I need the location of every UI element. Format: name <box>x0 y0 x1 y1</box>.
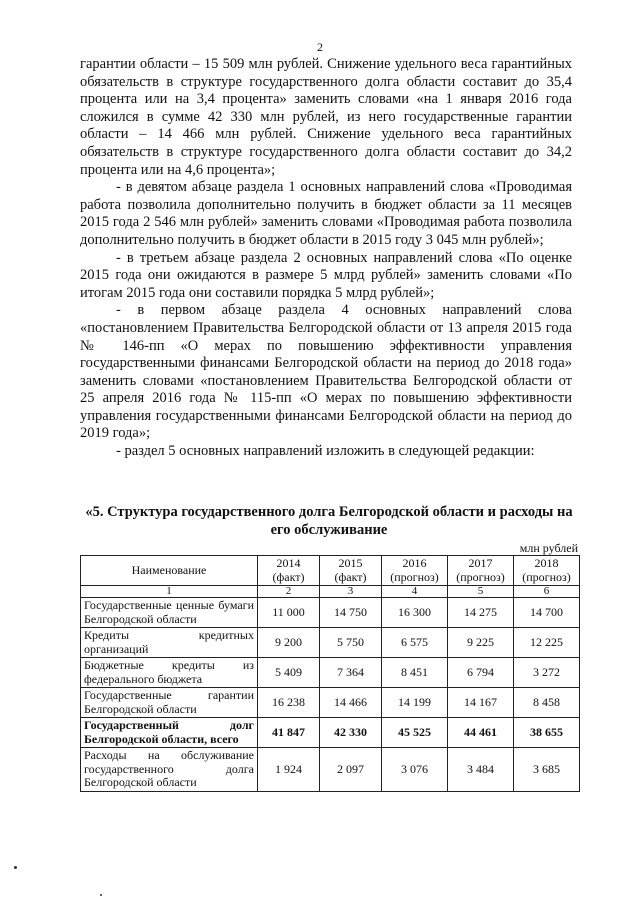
scan-speck <box>14 866 17 869</box>
cell-value: 3 272 <box>514 658 580 688</box>
cell-value: 14 275 <box>448 598 514 628</box>
cell-value: 14 466 <box>320 688 382 718</box>
cell-value: 6 794 <box>448 658 514 688</box>
row-name: Государственные гарантии Белгородской области <box>81 688 258 718</box>
column-index: 4 <box>382 586 448 598</box>
cell-value: 12 225 <box>514 628 580 658</box>
column-index-row <box>81 586 580 598</box>
column-index: 6 <box>514 586 580 598</box>
table-total-row <box>81 718 580 748</box>
cell-value: 9 225 <box>448 628 514 658</box>
cell-value: 42 330 <box>320 718 382 748</box>
units-label: млн рублей <box>519 541 578 555</box>
column-index: 3 <box>320 586 382 598</box>
paragraph: гарантии области – 15 509 млн рублей. Снижение удельного веса гарантийных обязательств в структуре государственного долга области составит до 35,4 процента или на 3,4 процента» заменить словами «на 1 января 2016 года сложился в сумме 42 330 млн рублей, из него государственные гарантии области – 14 466 млн рублей. Снижение удельного веса гарантийных обязательств в структуре государственного долга области составит до 34,2 процента или на 4,6 процента»; <box>80 56 572 178</box>
table-row <box>81 658 580 688</box>
cell-value: 7 364 <box>320 658 382 688</box>
year-label: 2018 <box>534 556 559 570</box>
year-note: (прогноз) <box>456 569 505 584</box>
column-index: 1 <box>81 586 258 598</box>
row-name: Кредиты кредитных организаций <box>81 628 258 658</box>
column-index: 5 <box>448 586 514 598</box>
row-name: Расходы на обслуживание государственного долга Белгородской области <box>81 748 258 792</box>
table-row <box>81 628 580 658</box>
cell-value: 16 300 <box>382 598 448 628</box>
cell-value: 14 167 <box>448 688 514 718</box>
year-label: 2014 <box>276 556 301 570</box>
cell-value: 9 200 <box>258 628 320 658</box>
cell-value: 3 484 <box>448 748 514 792</box>
cell-value: 14 750 <box>320 598 382 628</box>
year-note: (прогноз) <box>522 569 571 584</box>
page-number: 2 <box>317 40 323 54</box>
section-title: «5. Структура государственного долга Белгородской области и расходы на его обслуживание <box>85 504 573 538</box>
paragraph: - раздел 5 основных направлений изложить в следующей редакции: <box>116 443 535 460</box>
scan-speck <box>100 894 102 896</box>
cell-value: 6 575 <box>382 628 448 658</box>
cell-value: 44 461 <box>448 718 514 748</box>
cell-value: 16 238 <box>258 688 320 718</box>
cell-value: 11 000 <box>258 598 320 628</box>
cell-value: 5 409 <box>258 658 320 688</box>
year-note: (факт) <box>334 569 367 584</box>
year-label: 2015 <box>338 556 363 570</box>
cell-value: 2 097 <box>320 748 382 792</box>
cell-value: 3 076 <box>382 748 448 792</box>
body-text <box>80 56 572 461</box>
table-row <box>81 598 580 628</box>
cell-value: 8 451 <box>382 658 448 688</box>
cell-value: 14 700 <box>514 598 580 628</box>
cell-value: 38 655 <box>514 718 580 748</box>
cell-value: 14 199 <box>382 688 448 718</box>
cell-value: 8 458 <box>514 688 580 718</box>
paragraph: - в девятом абзаце раздела 1 основных направлений слова «Проводимая работа позволила дополнительно получить в бюджет области за 11 месяцев 2015 года 2 546 млн рублей» заменить словами «Проводимая работа позволила дополнительно получить в бюджет области в 2015 году 3 045 млн рублей»; <box>80 179 572 248</box>
paragraph: - в третьем абзаце раздела 2 основных направлений слова «По оценке 2015 года они ожидаются в размере 5 млрд рублей» заменить словами «По итогам 2015 года они составили порядка 5 млрд рублей»; <box>80 249 572 301</box>
year-note: (факт) <box>272 569 305 584</box>
header-year <box>258 556 320 586</box>
header-year <box>382 556 448 586</box>
cell-value: 3 685 <box>514 748 580 792</box>
debt-table <box>80 555 580 792</box>
row-name: Бюджетные кредиты из федерального бюджета <box>81 658 258 688</box>
paragraph: - в первом абзаце раздела 4 основных направлений слова «постановлением Правительства Белгородской области от 13 апреля 2015 года № 146-пп «О мерах по повышению эффективности управления государственными финансами Белгородской области на период до 2018 года» заменить словами «постановлением Правительства Белгородской области от 25 апреля 2016 года № 115-пп «О мерах по повышению эффективности управления государственными финансами Белгородской области на период до 2019 года»; <box>80 302 572 442</box>
year-note: (прогноз) <box>390 569 439 584</box>
year-label: 2016 <box>402 556 427 570</box>
column-index: 2 <box>258 586 320 598</box>
table-row <box>81 688 580 718</box>
year-label: 2017 <box>468 556 493 570</box>
row-name: Государственные ценные бумаги Белгородской области <box>81 598 258 628</box>
row-name: Государственный долг Белгородской области, всего <box>81 718 258 748</box>
cell-value: 5 750 <box>320 628 382 658</box>
table-row <box>81 748 580 792</box>
cell-value: 41 847 <box>258 718 320 748</box>
header-year <box>448 556 514 586</box>
table-header-row <box>81 556 580 586</box>
header-name: Наименование <box>81 556 258 586</box>
header-year <box>514 556 580 586</box>
cell-value: 45 525 <box>382 718 448 748</box>
cell-value: 1 924 <box>258 748 320 792</box>
header-year <box>320 556 382 586</box>
